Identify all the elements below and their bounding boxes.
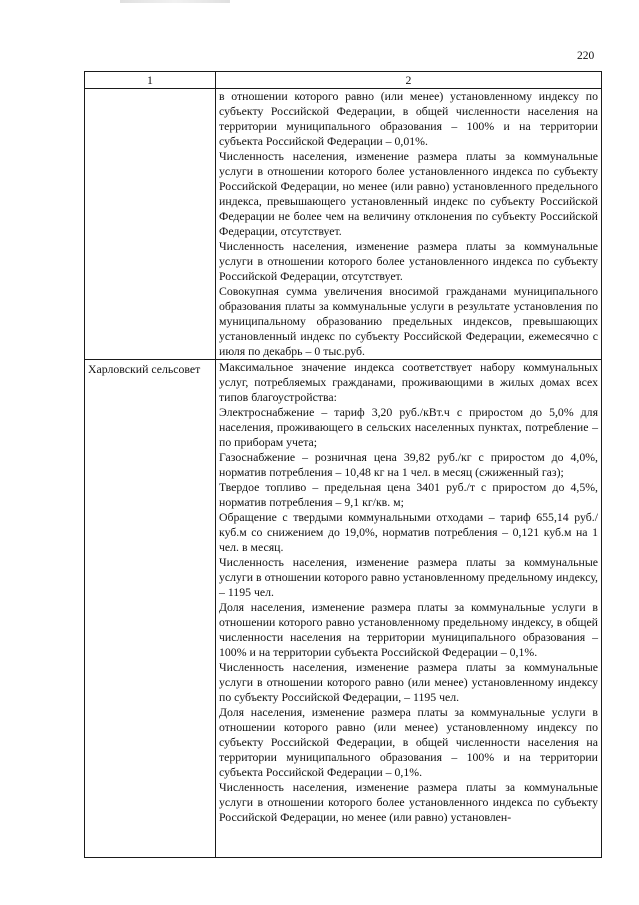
indicator-paragraph: Электроснабжение – тариф 3,20 руб./кВт.ч с приростом до 5,0% для населения, проживающего в сельских населенных пунктах, потребление – по приборам учета; bbox=[219, 405, 598, 449]
indicator-paragraph: Обращение с твердыми коммунальными отходами – тариф 655,14 руб./куб.м со снижением до 19,0%, норматив потребления – 0,121 куб.м на 1 чел. в месяц. bbox=[219, 510, 598, 554]
page-number: 220 bbox=[577, 50, 595, 62]
table-row bbox=[85, 360, 602, 858]
table-header-row bbox=[85, 72, 602, 89]
column-header-1: 1 bbox=[85, 72, 216, 89]
indicator-paragraph: Твердое топливо – предельная цена 3401 руб./т с приростом до 4,5%, норматив потребления – 9,1 кг/кв. м; bbox=[219, 480, 598, 509]
indicator-paragraph: Численность населения, изменение размера платы за коммунальные услуги в отношении которого равно установленному предельному индексу, – 1195 чел. bbox=[219, 555, 598, 599]
indicators-cell bbox=[216, 89, 602, 360]
indicator-paragraph: Численность населения, изменение размера платы за коммунальные услуги в отношении которого более установленного индекса по субъекту Российской Федерации, отсутствует. bbox=[219, 239, 598, 283]
scan-artifact bbox=[120, 0, 230, 3]
municipality-name-cell: Харловский сельсовет bbox=[85, 360, 216, 858]
data-table bbox=[84, 71, 602, 858]
indicator-paragraph: Доля населения, изменение размера платы за коммунальные услуги в отношении которого равно (или менее) установленному индексу по субъекту Российской Федерации, в общей численности населения на территории муниципального образования – 100% и на территории субъекта Российской Федерации – 0,1%. bbox=[219, 705, 598, 779]
table-row bbox=[85, 89, 602, 360]
column-header-2: 2 bbox=[216, 72, 602, 89]
indicators-cell bbox=[216, 360, 602, 858]
indicator-paragraph: Совокупная сумма увеличения вносимой гражданами муниципального образования платы за коммунальные услуги в результате установления по муниципальному образованию предельных индексов, превышающих установленный индекс по субъекту Российской Федерации, ежемесячно с июля по декабрь – 0 тыс.руб. bbox=[219, 284, 598, 358]
indicator-paragraph: в отношении которого равно (или менее) установленному индексу по субъекту Российской Федерации, в общей численности населения на территории муниципального образования – 100% и на территории субъекта Российской Федерации – 0,01%. bbox=[219, 89, 598, 148]
indicator-paragraph: Численность населения, изменение размера платы за коммунальные услуги в отношении которого более установленного индекса по субъекту Российской Федерации, но менее (или равно) установлен- bbox=[219, 780, 598, 824]
indicator-paragraph: Газоснабжение – розничная цена 39,82 руб./кг с приростом до 4,0%, норматив потребления – 10,48 кг на 1 чел. в месяц (сжиженный газ); bbox=[219, 450, 598, 479]
indicator-paragraph: Численность населения, изменение размера платы за коммунальные услуги в отношении которого равно (или менее) установленному индексу по субъекту Российской Федерации, – 1195 чел. bbox=[219, 660, 598, 704]
indicator-paragraph: Максимальное значение индекса соответствует набору коммунальных услуг, потребляемых гражданами, проживающими в жилых домах всех типов благоустройства: bbox=[219, 360, 598, 404]
indicator-paragraph: Доля населения, изменение размера платы за коммунальные услуги в отношении которого равно установленному предельному индексу, в общей численности населения на территории муниципального образования – 100% и на территории субъекта Российской Федерации – 0,1%. bbox=[219, 600, 598, 659]
indicator-paragraph: Численность населения, изменение размера платы за коммунальные услуги в отношении которого более установленного индекса по субъекту Российской Федерации, но менее (или равно) установленного предельного индекса, превышающего установленный индекс по субъекту Российской Федерации не более чем на величину отклонения по субъекту Российской Федерации, отсутствует. bbox=[219, 149, 598, 238]
municipality-name-cell bbox=[85, 89, 216, 360]
